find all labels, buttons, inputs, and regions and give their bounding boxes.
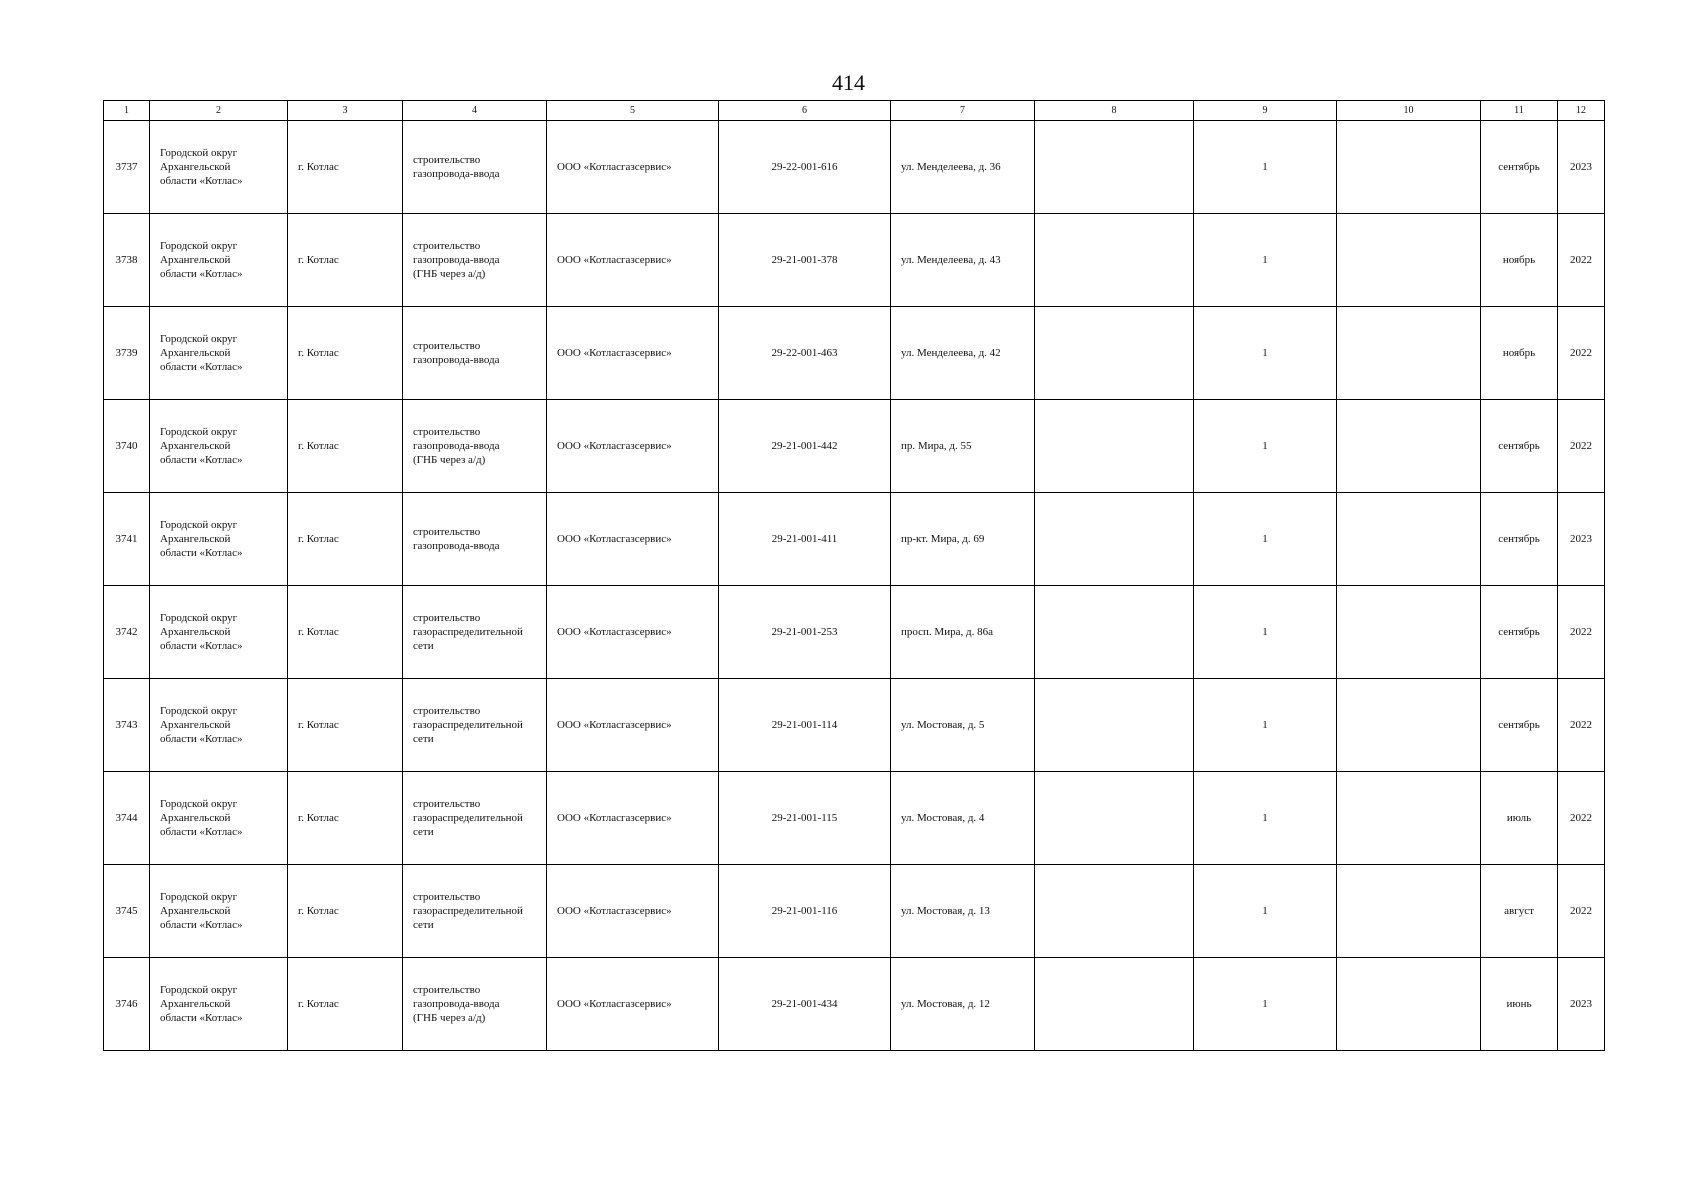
table-body (104, 121, 1605, 1051)
table-row (104, 958, 1605, 1051)
cell-municipality-line: области «Котлас» (160, 733, 243, 745)
cell-work-type (403, 865, 547, 958)
cell-month: июль (1481, 772, 1558, 865)
cell-work-type (403, 307, 547, 400)
cell-organization: ООО «Котласгазсервис» (547, 679, 719, 772)
cell-year: 2022 (1558, 307, 1605, 400)
cell-registry-code: 29-22-001-463 (719, 307, 891, 400)
cell-month: ноябрь (1481, 214, 1558, 307)
cell-registry-code: 29-21-001-114 (719, 679, 891, 772)
cell-municipality-line: Архангельской (160, 440, 231, 452)
cell-organization: ООО «Котласгазсервис» (547, 958, 719, 1051)
cell-organization: ООО «Котласгазсервис» (547, 772, 719, 865)
cell-work-type-line: газораспределительной (413, 812, 523, 824)
table-row (104, 121, 1605, 214)
column-number-row (104, 101, 1605, 121)
cell-settlement: г. Котлас (288, 586, 403, 679)
cell-settlement: г. Котлас (288, 493, 403, 586)
cell-year: 2022 (1558, 772, 1605, 865)
cell-month: июнь (1481, 958, 1558, 1051)
cell-municipality-line: области «Котлас» (160, 1012, 243, 1024)
cell-municipality-line: Архангельской (160, 254, 231, 266)
table-row (104, 400, 1605, 493)
cell-address: ул. Менделеева, д. 36 (891, 121, 1035, 214)
cell-work-type-line: строительство (413, 984, 481, 996)
cell-work-type-line: сети (413, 640, 434, 652)
cell-organization: ООО «Котласгазсервис» (547, 121, 719, 214)
cell-col8 (1035, 772, 1194, 865)
cell-address: ул. Менделеева, д. 43 (891, 214, 1035, 307)
cell-municipality-line: Архангельской (160, 719, 231, 731)
cell-municipality-line: Архангельской (160, 812, 231, 824)
cell-municipality-line: Городской округ (160, 519, 238, 531)
cell-registry-code: 29-22-001-616 (719, 121, 891, 214)
column-header: 7 (891, 101, 1035, 121)
cell-work-type-line: газораспределительной (413, 626, 523, 638)
cell-municipality-line: Городской округ (160, 984, 238, 996)
cell-work-type-line: (ГНБ через а/д) (413, 1012, 486, 1024)
cell-work-type-line: строительство (413, 612, 481, 624)
cell-work-type-line: (ГНБ через а/д) (413, 268, 486, 280)
cell-organization: ООО «Котласгазсервис» (547, 586, 719, 679)
cell-col10 (1337, 400, 1481, 493)
cell-month: ноябрь (1481, 307, 1558, 400)
cell-work-type-line: газораспределительной (413, 719, 523, 731)
cell-work-type (403, 772, 547, 865)
column-header: 4 (403, 101, 547, 121)
cell-quantity: 1 (1194, 307, 1337, 400)
cell-municipality (150, 307, 288, 400)
cell-row-number: 3746 (104, 958, 150, 1051)
cell-row-number: 3738 (104, 214, 150, 307)
cell-month: сентябрь (1481, 679, 1558, 772)
cell-municipality-line: области «Котлас» (160, 361, 243, 373)
cell-col10 (1337, 214, 1481, 307)
cell-municipality-line: области «Котлас» (160, 826, 243, 838)
cell-registry-code: 29-21-001-116 (719, 865, 891, 958)
column-header: 8 (1035, 101, 1194, 121)
cell-address: ул. Менделеева, д. 42 (891, 307, 1035, 400)
cell-col8 (1035, 493, 1194, 586)
cell-work-type (403, 679, 547, 772)
cell-settlement: г. Котлас (288, 958, 403, 1051)
cell-work-type (403, 121, 547, 214)
cell-col8 (1035, 121, 1194, 214)
cell-col10 (1337, 865, 1481, 958)
cell-year: 2022 (1558, 679, 1605, 772)
column-header: 10 (1337, 101, 1481, 121)
cell-address: ул. Мостовая, д. 13 (891, 865, 1035, 958)
cell-municipality-line: Городской округ (160, 798, 238, 810)
table-row (104, 679, 1605, 772)
column-header: 6 (719, 101, 891, 121)
cell-municipality (150, 865, 288, 958)
cell-quantity: 1 (1194, 493, 1337, 586)
cell-work-type-line: газопровода-ввода (413, 168, 500, 180)
column-header: 1 (104, 101, 150, 121)
cell-municipality (150, 214, 288, 307)
cell-municipality-line: области «Котлас» (160, 175, 243, 187)
cell-municipality (150, 586, 288, 679)
cell-settlement: г. Котлас (288, 865, 403, 958)
cell-address: ул. Мостовая, д. 4 (891, 772, 1035, 865)
cell-col8 (1035, 400, 1194, 493)
cell-col10 (1337, 958, 1481, 1051)
cell-work-type-line: (ГНБ через а/д) (413, 454, 486, 466)
cell-municipality-line: Архангельской (160, 998, 231, 1010)
cell-municipality-line: области «Котлас» (160, 919, 243, 931)
cell-work-type (403, 586, 547, 679)
cell-municipality-line: Городской округ (160, 147, 238, 159)
cell-month: сентябрь (1481, 400, 1558, 493)
cell-year: 2023 (1558, 121, 1605, 214)
cell-work-type-line: строительство (413, 154, 481, 166)
cell-month: сентябрь (1481, 493, 1558, 586)
cell-work-type-line: газопровода-ввода (413, 440, 500, 452)
cell-municipality-line: Городской округ (160, 426, 238, 438)
cell-address: ул. Мостовая, д. 5 (891, 679, 1035, 772)
cell-quantity: 1 (1194, 400, 1337, 493)
cell-col8 (1035, 865, 1194, 958)
cell-row-number: 3739 (104, 307, 150, 400)
cell-year: 2022 (1558, 400, 1605, 493)
cell-municipality-line: области «Котлас» (160, 268, 243, 280)
cell-registry-code: 29-21-001-253 (719, 586, 891, 679)
cell-municipality (150, 679, 288, 772)
cell-municipality-line: Городской округ (160, 333, 238, 345)
cell-work-type-line: строительство (413, 426, 481, 438)
cell-municipality-line: Архангельской (160, 626, 231, 638)
cell-row-number: 3742 (104, 586, 150, 679)
cell-municipality-line: области «Котлас» (160, 640, 243, 652)
registry-table (103, 100, 1605, 1051)
cell-quantity: 1 (1194, 772, 1337, 865)
cell-registry-code: 29-21-001-434 (719, 958, 891, 1051)
column-header: 2 (150, 101, 288, 121)
cell-work-type-line: строительство (413, 526, 481, 538)
cell-work-type (403, 493, 547, 586)
cell-quantity: 1 (1194, 214, 1337, 307)
cell-quantity: 1 (1194, 958, 1337, 1051)
cell-month: сентябрь (1481, 586, 1558, 679)
cell-col8 (1035, 307, 1194, 400)
column-header: 9 (1194, 101, 1337, 121)
cell-municipality-line: Архангельской (160, 905, 231, 917)
cell-municipality (150, 958, 288, 1051)
cell-settlement: г. Котлас (288, 400, 403, 493)
cell-settlement: г. Котлас (288, 214, 403, 307)
cell-month: август (1481, 865, 1558, 958)
cell-col8 (1035, 679, 1194, 772)
table-row (104, 307, 1605, 400)
cell-row-number: 3744 (104, 772, 150, 865)
cell-registry-code: 29-21-001-442 (719, 400, 891, 493)
cell-work-type (403, 958, 547, 1051)
cell-registry-code: 29-21-001-378 (719, 214, 891, 307)
cell-work-type-line: сети (413, 733, 434, 745)
cell-quantity: 1 (1194, 586, 1337, 679)
column-header: 5 (547, 101, 719, 121)
cell-settlement: г. Котлас (288, 307, 403, 400)
cell-col8 (1035, 214, 1194, 307)
cell-row-number: 3740 (104, 400, 150, 493)
cell-row-number: 3737 (104, 121, 150, 214)
cell-work-type-line: строительство (413, 891, 481, 903)
cell-municipality (150, 493, 288, 586)
table-row (104, 865, 1605, 958)
cell-col10 (1337, 307, 1481, 400)
cell-work-type-line: строительство (413, 240, 481, 252)
cell-work-type-line: сети (413, 826, 434, 838)
cell-col10 (1337, 772, 1481, 865)
cell-organization: ООО «Котласгазсервис» (547, 307, 719, 400)
cell-settlement: г. Котлас (288, 679, 403, 772)
cell-year: 2022 (1558, 586, 1605, 679)
cell-municipality (150, 400, 288, 493)
cell-work-type-line: строительство (413, 798, 481, 810)
page-number: 414 (832, 70, 865, 95)
cell-row-number: 3741 (104, 493, 150, 586)
cell-year: 2023 (1558, 958, 1605, 1051)
cell-settlement: г. Котлас (288, 772, 403, 865)
cell-row-number: 3743 (104, 679, 150, 772)
column-header: 11 (1481, 101, 1558, 121)
cell-municipality-line: Городской округ (160, 612, 238, 624)
cell-year: 2022 (1558, 214, 1605, 307)
cell-municipality-line: Архангельской (160, 533, 231, 545)
cell-municipality (150, 121, 288, 214)
cell-organization: ООО «Котласгазсервис» (547, 865, 719, 958)
cell-municipality (150, 772, 288, 865)
cell-work-type-line: газопровода-ввода (413, 354, 500, 366)
cell-row-number: 3745 (104, 865, 150, 958)
cell-col10 (1337, 586, 1481, 679)
cell-municipality-line: Городской округ (160, 240, 238, 252)
cell-col8 (1035, 958, 1194, 1051)
cell-col8 (1035, 586, 1194, 679)
cell-quantity: 1 (1194, 121, 1337, 214)
cell-quantity: 1 (1194, 865, 1337, 958)
cell-municipality-line: области «Котлас» (160, 454, 243, 466)
cell-quantity: 1 (1194, 679, 1337, 772)
cell-col10 (1337, 493, 1481, 586)
table-row (104, 772, 1605, 865)
cell-year: 2022 (1558, 865, 1605, 958)
table-row (104, 493, 1605, 586)
column-header: 3 (288, 101, 403, 121)
cell-municipality-line: Городской округ (160, 891, 238, 903)
table-row (104, 586, 1605, 679)
cell-work-type-line: газопровода-ввода (413, 998, 500, 1010)
cell-address: просп. Мира, д. 86а (891, 586, 1035, 679)
cell-work-type (403, 214, 547, 307)
table-row (104, 214, 1605, 307)
cell-organization: ООО «Котласгазсервис» (547, 400, 719, 493)
cell-registry-code: 29-21-001-411 (719, 493, 891, 586)
cell-municipality-line: области «Котлас» (160, 547, 243, 559)
cell-work-type-line: строительство (413, 705, 481, 717)
cell-work-type-line: строительство (413, 340, 481, 352)
cell-col10 (1337, 679, 1481, 772)
cell-registry-code: 29-21-001-115 (719, 772, 891, 865)
cell-municipality-line: Городской округ (160, 705, 238, 717)
cell-address: ул. Мостовая, д. 12 (891, 958, 1035, 1051)
cell-municipality-line: Архангельской (160, 347, 231, 359)
cell-address: пр-кт. Мира, д. 69 (891, 493, 1035, 586)
column-header: 12 (1558, 101, 1605, 121)
cell-work-type-line: газопровода-ввода (413, 254, 500, 266)
cell-municipality-line: Архангельской (160, 161, 231, 173)
cell-settlement: г. Котлас (288, 121, 403, 214)
cell-work-type-line: сети (413, 919, 434, 931)
cell-organization: ООО «Котласгазсервис» (547, 214, 719, 307)
cell-year: 2023 (1558, 493, 1605, 586)
cell-work-type-line: газопровода-ввода (413, 540, 500, 552)
cell-col10 (1337, 121, 1481, 214)
cell-organization: ООО «Котласгазсервис» (547, 493, 719, 586)
cell-month: сентябрь (1481, 121, 1558, 214)
cell-work-type-line: газораспределительной (413, 905, 523, 917)
cell-work-type (403, 400, 547, 493)
cell-address: пр. Мира, д. 55 (891, 400, 1035, 493)
